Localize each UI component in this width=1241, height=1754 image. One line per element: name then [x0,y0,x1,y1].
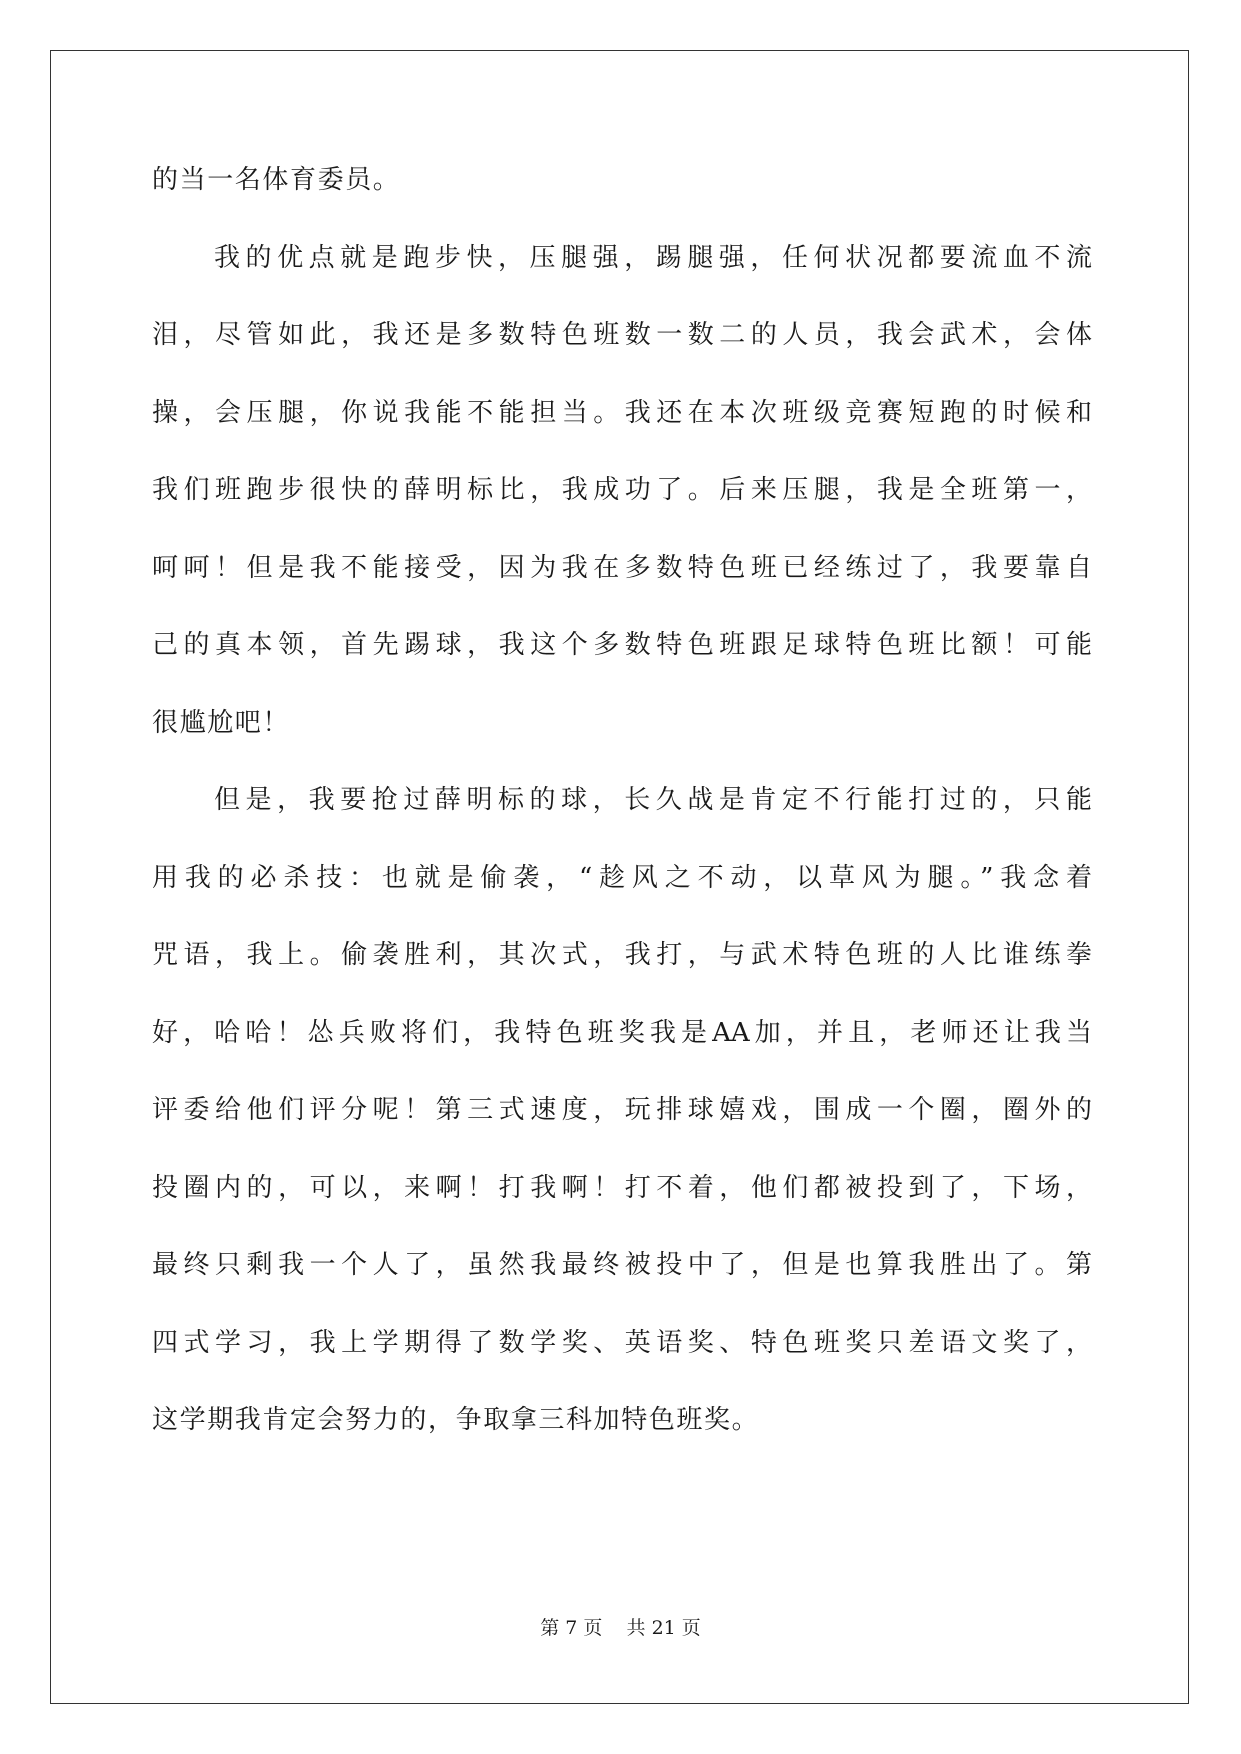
text-line-7: 己的真本领，首先踢球，我这个多数特色班跟足球特色班比额！可能 [152,630,1092,660]
text-line-17: 这学期我肯定会努力的，争取拿三科加特色班奖。 [152,1405,760,1435]
text-line-8: 很尴尬吧！ [152,707,291,738]
text-line-12: 好，哈哈！怂兵败将们，我特色班奖我是AA加，并且，老师还让我当 [152,1017,1092,1048]
document-body [152,160,1092,1478]
text-line-3: 泪，尽管如此，我还是多数特色班数一数二的人员，我会武术，会体 [152,320,1092,350]
text-line-2: 我的优点就是跑步快，压腿强，踢腿强，任何状况都要流血不流 [214,242,1092,273]
text-line-10: 用我的必杀技：也就是偷袭，“趁风之不动，以草风为腿。”我念着 [152,862,1092,893]
text-line-1: 的当一名体育委员。 [152,165,401,195]
page-number-footer: 第 7 页 共 21 页 [540,1617,701,1639]
text-line-13: 评委给他们评分呢！第三式速度，玩排球嬉戏，围成一个圈，圈外的 [152,1095,1092,1125]
text-line-14: 投圈内的，可以，来啊！打我啊！打不着，他们都被投到了，下场， [152,1172,1092,1203]
text-line-9: 但是，我要抢过薛明标的球，长久战是肯定不行能打过的，只能 [214,785,1092,815]
text-line-6: 呵呵！但是我不能接受，因为我在多数特色班已经练过了，我要靠自 [152,552,1092,583]
text-line-5: 我们班跑步很快的薛明标比，我成功了。后来压腿，我是全班第一， [152,475,1092,505]
text-line-16: 四式学习，我上学期得了数学奖、英语奖、特色班奖只差语文奖了， [152,1327,1092,1358]
text-line-4: 操，会压腿，你说我能不能担当。我还在本次班级竞赛短跑的时候和 [152,397,1092,428]
text-line-11: 咒语，我上。偷袭胜利，其次式，我打，与武术特色班的人比谁练拳 [152,940,1092,970]
text-line-15: 最终只剩我一个人了，虽然我最终被投中了，但是也算我胜出了。第 [152,1250,1092,1280]
